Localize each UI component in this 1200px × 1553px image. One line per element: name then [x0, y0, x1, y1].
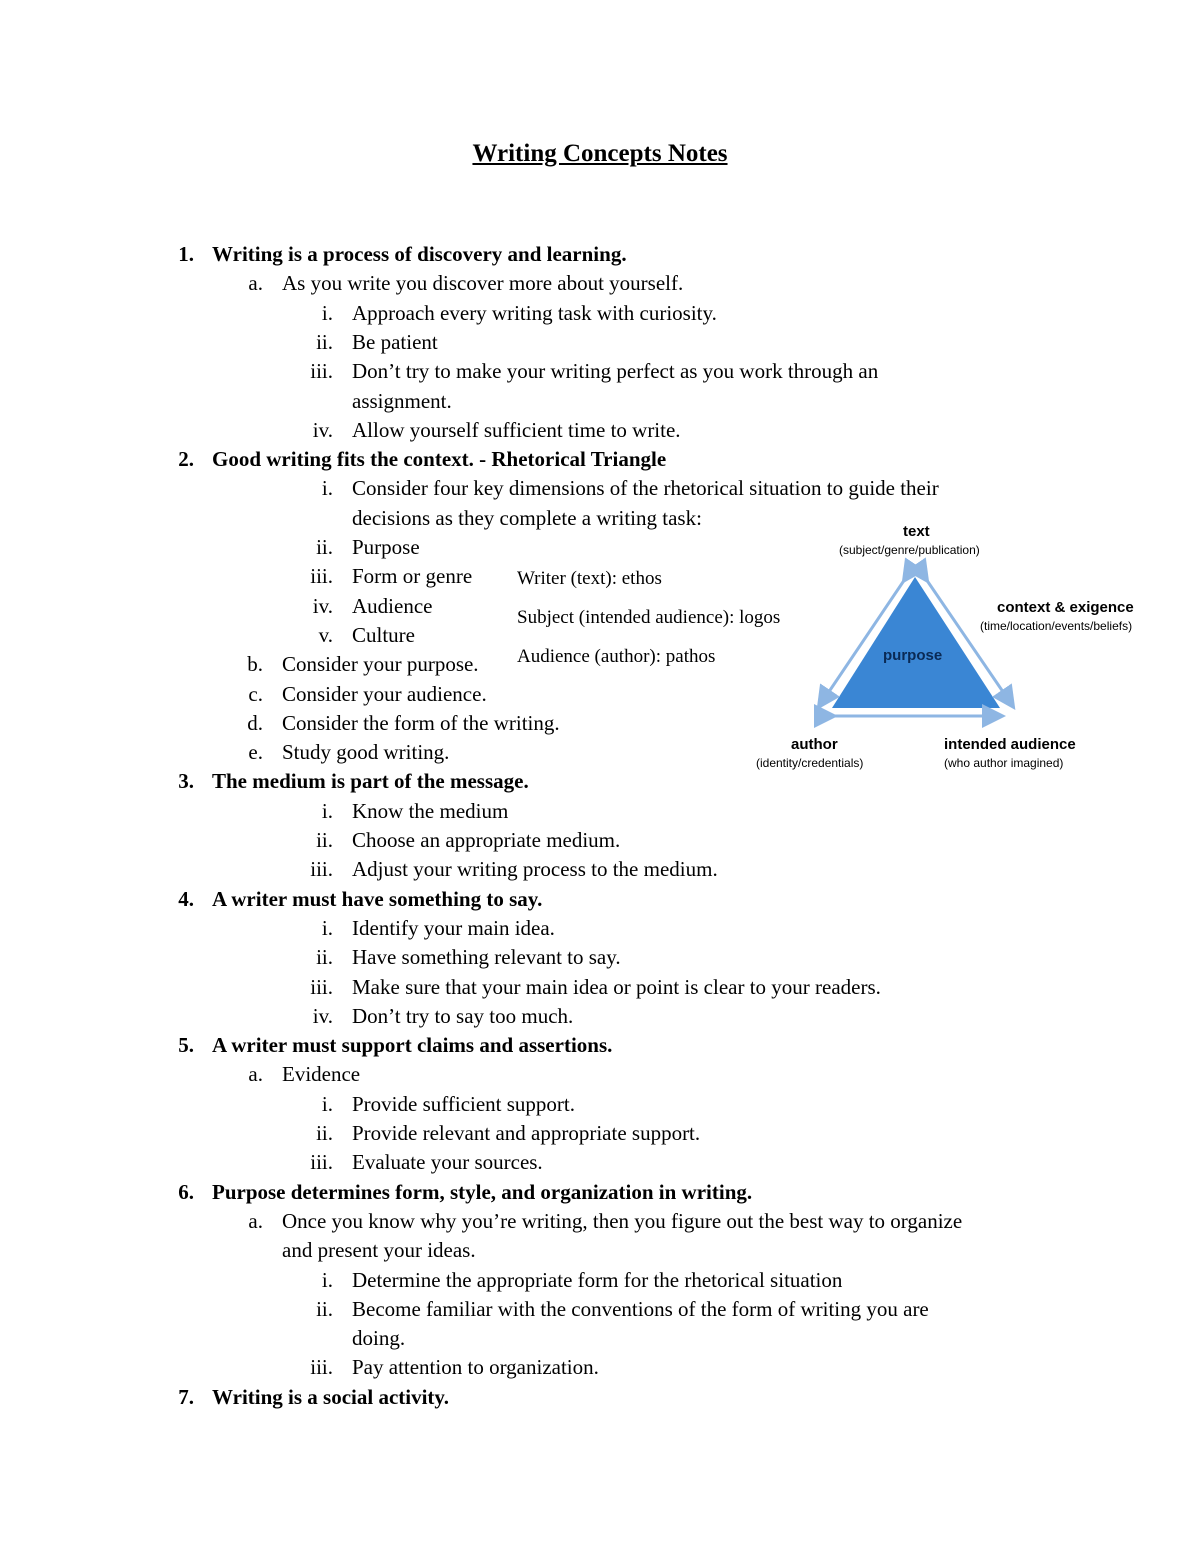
list-marker: i. [321, 1091, 333, 1116]
list-marker: iii. [310, 974, 333, 999]
list-item-text: assignment. [352, 388, 452, 413]
list-marker: 3. [178, 769, 194, 794]
list-marker: ii. [316, 535, 333, 559]
list-marker: 6. [178, 1179, 194, 1204]
triangle-bottom-right-sub: (who author imagined) [944, 756, 1064, 770]
list-item-text: Pay attention to organization. [352, 1355, 599, 1380]
list-item-text: A writer must support claims and assertions. [212, 1033, 613, 1058]
side-note-ethos: Writer (text): ethos [517, 568, 662, 589]
list-marker: i. [321, 798, 333, 823]
list-marker: a. [248, 1062, 263, 1087]
list-marker: i. [321, 476, 333, 501]
list-item-text: Know the medium [352, 798, 509, 823]
list-marker: e. [248, 740, 263, 765]
list-marker: v. [318, 622, 333, 647]
list-item-text: Consider four key dimensions of the rhetorical situation to guide their [352, 476, 939, 501]
list-item-text: decisions as they complete a writing task: [352, 505, 702, 530]
list-item-text: Approach every writing task with curiosity. [352, 300, 717, 325]
list-marker: i. [321, 300, 333, 325]
triangle-bottom-left-label: author [791, 736, 838, 753]
list-item-text: Don’t try to say too much. [352, 1003, 574, 1028]
page-title: Writing Concepts Notes [472, 140, 728, 167]
triangle-bottom-left-sub: (identity/credentials) [756, 756, 864, 770]
list-marker: ii. [316, 329, 333, 354]
list-item-text: Allow yourself sufficient time to write. [352, 417, 681, 442]
list-item-text: Writing is a social activity. [212, 1384, 450, 1409]
list-item-text: Be patient [352, 329, 438, 354]
list-marker: ii. [316, 828, 333, 852]
list-marker: ii. [316, 1121, 333, 1145]
list-item-text: Consider your audience. [282, 681, 487, 706]
list-item-text: Adjust your writing process to the medium. [352, 857, 718, 882]
list-item-text: Make sure that your main idea or point is clear to your readers. [352, 974, 881, 999]
list-marker: iii. [310, 359, 333, 384]
list-marker: iv. [312, 417, 333, 442]
list-item-text: Don’t try to make your writing perfect as you work through an [352, 359, 879, 384]
triangle-right-sub: (time/location/events/beliefs) [980, 619, 1133, 633]
triangle-top-label: text [903, 523, 930, 540]
list-item-text: Consider your purpose. [282, 652, 479, 677]
list-item-text: Have something relevant to say. [352, 945, 621, 970]
list-item-text: Once you know why you’re writing, then you figure out the best way to organize [282, 1208, 963, 1233]
list-marker: 7. [178, 1384, 194, 1409]
list-marker: 4. [178, 886, 194, 911]
list-marker: i. [321, 915, 333, 940]
list-marker: b. [247, 652, 263, 677]
list-marker: a. [248, 1208, 263, 1233]
list-item-text: Culture [352, 622, 415, 647]
list-marker: c. [248, 681, 263, 706]
list-item-text: Consider the form of the writing. [282, 710, 560, 735]
list-marker: iv. [312, 1003, 333, 1028]
list-item-text: Purpose [352, 535, 420, 559]
side-note-pathos: Audience (author): pathos [517, 646, 716, 667]
list-marker: iii. [310, 564, 333, 589]
rhetorical-triangle-diagram [750, 515, 1170, 780]
list-item-text: Form or genre [352, 564, 473, 589]
list-item-text: Choose an appropriate medium. [352, 828, 621, 852]
list-marker: ii. [316, 945, 333, 970]
list-item-text: Audience [352, 593, 433, 618]
list-marker: iv. [312, 593, 333, 618]
triangle-top-sub: (subject/genre/publication) [839, 543, 980, 557]
triangle-right-label: context & exigence [997, 599, 1134, 616]
list-marker: a. [248, 271, 263, 296]
list-item-text: Identify your main idea. [352, 915, 555, 940]
triangle-bottom-right-label: intended audience [944, 736, 1076, 753]
list-marker: 2. [178, 447, 194, 472]
list-item-text: Purpose determines form, style, and organization in writing. [212, 1179, 753, 1204]
list-item-text: The medium is part of the message. [212, 769, 529, 794]
list-item-text: Good writing fits the context. - Rhetorical Triangle [212, 447, 667, 472]
list-item-text: A writer must have something to say. [212, 886, 543, 911]
list-item-text: Evidence [282, 1062, 361, 1087]
list-marker: iii. [310, 857, 333, 882]
triangle-center-label: purpose [883, 647, 943, 664]
list-item-text: Become familiar with the conventions of the form of writing you are [352, 1296, 929, 1321]
list-marker: 5. [178, 1033, 194, 1058]
list-marker: iii. [310, 1355, 333, 1380]
list-item-text: Provide relevant and appropriate support. [352, 1121, 701, 1145]
list-item-text: Study good writing. [282, 740, 450, 765]
list-item-text: Provide sufficient support. [352, 1091, 576, 1116]
triangle-shape [832, 577, 1000, 708]
list-marker: iii. [310, 1150, 333, 1175]
list-item-text: and present your ideas. [282, 1238, 476, 1263]
list-item-text: As you write you discover more about yourself. [282, 271, 684, 296]
list-marker: i. [321, 1267, 333, 1292]
list-marker: d. [247, 710, 263, 735]
side-note-logos: Subject (intended audience): logos [517, 607, 781, 628]
list-marker: ii. [316, 1296, 333, 1321]
list-item-text: Evaluate your sources. [352, 1150, 543, 1175]
list-item-text: Determine the appropriate form for the rhetorical situation [352, 1267, 843, 1292]
list-item-text: doing. [352, 1326, 406, 1351]
list-marker: 1. [178, 242, 194, 266]
list-item-text: Writing is a process of discovery and learning. [212, 242, 627, 266]
